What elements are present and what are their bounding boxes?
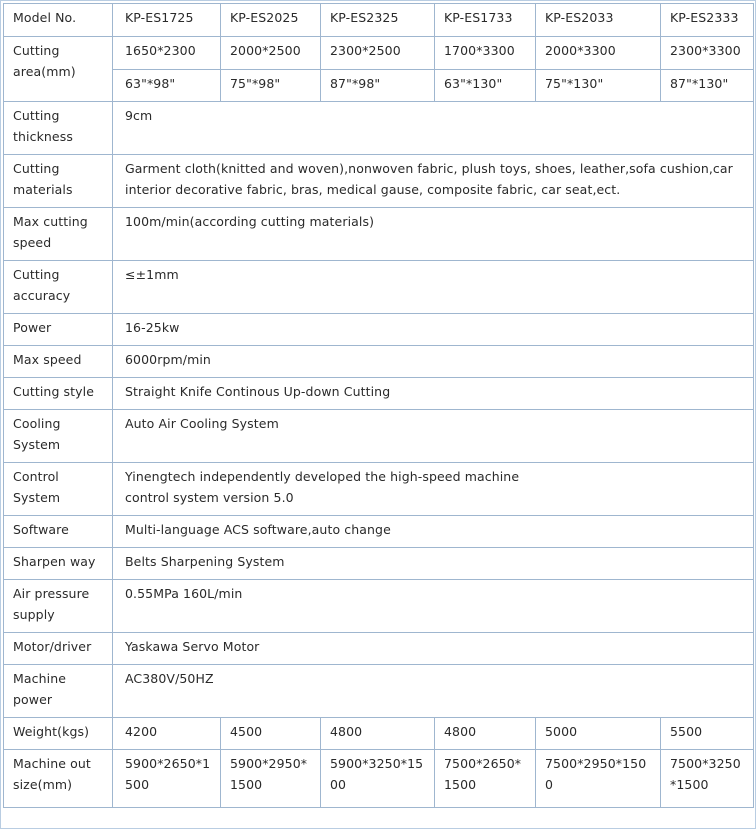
weight-label: Weight(kgs): [4, 718, 113, 750]
area-inch-cell: 87"*98": [321, 70, 435, 102]
spec-label: Machine power: [4, 665, 113, 718]
area-mm-cell: 2000*3300: [536, 37, 661, 70]
spec-row: [4, 314, 754, 346]
size-cell: 7500*2950*1500: [536, 750, 661, 808]
weight-cell: 4800: [435, 718, 536, 750]
weight-cell: 5500: [661, 718, 754, 750]
area-inch-cell: 75"*98": [221, 70, 321, 102]
cutting-area-mm-row: [4, 37, 754, 70]
size-row: [4, 750, 754, 808]
spec-value: Auto Air Cooling System: [113, 410, 754, 463]
spec-row: [4, 378, 754, 410]
area-inch-cell: 75"*130": [536, 70, 661, 102]
spec-value: 6000rpm/min: [113, 346, 754, 378]
area-inch-cell: 63"*130": [435, 70, 536, 102]
model-cell: KP-ES1725: [113, 4, 221, 37]
spec-label: Software: [4, 516, 113, 548]
spec-label: Sharpen way: [4, 548, 113, 580]
size-label: Machine out size(mm): [4, 750, 113, 808]
spec-label: Max speed: [4, 346, 113, 378]
model-cell: KP-ES2025: [221, 4, 321, 37]
size-cell: 7500*2650*1500: [435, 750, 536, 808]
spec-value: Garment cloth(knitted and woven),nonwoven fabric, plush toys, shoes, leather,sofa cushion,car interior decorative fabric, bras, medical gause, composite fabric, car seat,ect.: [113, 155, 754, 208]
spec-row: [4, 410, 754, 463]
spec-value: Straight Knife Continous Up-down Cutting: [113, 378, 754, 410]
spec-label: Cooling System: [4, 410, 113, 463]
spec-label: Cutting accuracy: [4, 261, 113, 314]
spec-row: [4, 548, 754, 580]
header-row: [4, 4, 754, 37]
spec-label: Air pressure supply: [4, 580, 113, 633]
spec-label: Cutting style: [4, 378, 113, 410]
spec-table: [3, 3, 754, 808]
weight-row: [4, 718, 754, 750]
spec-row: [4, 102, 754, 155]
spec-row: [4, 633, 754, 665]
cutting-area-inch-row: [4, 70, 754, 102]
spec-value: Multi-language ACS software,auto change: [113, 516, 754, 548]
spec-label: Cutting thickness: [4, 102, 113, 155]
spec-row: [4, 346, 754, 378]
model-cell: KP-ES2333: [661, 4, 754, 37]
weight-cell: 4500: [221, 718, 321, 750]
spec-value: Yaskawa Servo Motor: [113, 633, 754, 665]
area-mm-cell: 2000*2500: [221, 37, 321, 70]
spec-value: AC380V/50HZ: [113, 665, 754, 718]
weight-cell: 4200: [113, 718, 221, 750]
spec-row: [4, 261, 754, 314]
model-cell: KP-ES1733: [435, 4, 536, 37]
spec-row: [4, 580, 754, 633]
spec-label: Max cutting speed: [4, 208, 113, 261]
spec-value: 100m/min(according cutting materials): [113, 208, 754, 261]
area-mm-cell: 1650*2300: [113, 37, 221, 70]
size-cell: 5900*2650*1500: [113, 750, 221, 808]
spec-row: [4, 208, 754, 261]
area-mm-cell: 2300*2500: [321, 37, 435, 70]
spec-value: 9cm: [113, 102, 754, 155]
model-cell: KP-ES2325: [321, 4, 435, 37]
cutting-area-label: Cutting area(mm): [4, 37, 113, 102]
spec-value: 16-25kw: [113, 314, 754, 346]
spec-row: [4, 463, 754, 516]
model-no-label: Model No.: [4, 4, 113, 37]
area-mm-cell: 2300*3300: [661, 37, 754, 70]
size-cell: 5900*2950*1500: [221, 750, 321, 808]
spec-label: Motor/driver: [4, 633, 113, 665]
area-inch-cell: 87"*130": [661, 70, 754, 102]
spec-label: Control System: [4, 463, 113, 516]
spec-label: Power: [4, 314, 113, 346]
weight-cell: 5000: [536, 718, 661, 750]
weight-cell: 4800: [321, 718, 435, 750]
spec-row: [4, 155, 754, 208]
spec-row: [4, 665, 754, 718]
size-cell: 7500*3250*1500: [661, 750, 754, 808]
spec-value: 0.55MPa 160L/min: [113, 580, 754, 633]
spec-value: ≤±1mm: [113, 261, 754, 314]
size-cell: 5900*3250*1500: [321, 750, 435, 808]
spec-label: Cutting materials: [4, 155, 113, 208]
spec-value: Yinengtech independently developed the high-speed machine control system version 5.0: [113, 463, 754, 516]
area-mm-cell: 1700*3300: [435, 37, 536, 70]
model-cell: KP-ES2033: [536, 4, 661, 37]
spec-row: [4, 516, 754, 548]
area-inch-cell: 63"*98": [113, 70, 221, 102]
spec-value: Belts Sharpening System: [113, 548, 754, 580]
